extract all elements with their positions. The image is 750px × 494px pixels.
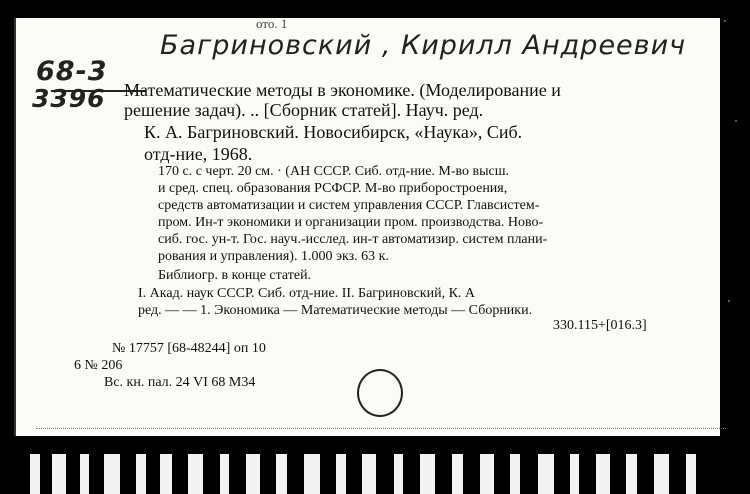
bibliography-note: Библиогр. в конце статей. <box>158 268 312 283</box>
handwritten-author-name: Багриновский , Кирилл Андреевич <box>160 30 687 61</box>
order-number: № 17757 [68-48244] оп 10 <box>112 341 266 356</box>
description-line: 170 с. с черт. 20 см. · (АН СССР. Сиб. отд-ние. М-во высш. <box>158 164 510 179</box>
catalog-card <box>14 18 720 436</box>
card-bottom-dotted-line <box>36 428 726 429</box>
print-info: Вс. кн. пал. 24 VI 68 М34 <box>104 375 256 390</box>
description-line: и сред. спец. образования РСФСР. М-во приборостроения, <box>158 181 508 196</box>
title-line: К. А. Багриновский. Новосибирск, «Наука», Сиб. <box>144 122 523 142</box>
description-line: средств автоматизации и систем управления СССР. Главсистем- <box>158 198 540 213</box>
description-line: сиб. гос. ун-т. Гос. науч.-исслед. ин-т автоматизир. систем плани- <box>158 232 548 247</box>
title-line: отд-ние, 1968. <box>144 144 253 164</box>
handwritten-circle-mark <box>357 369 403 417</box>
shelf-mark: 68-3 <box>36 56 108 87</box>
copy-number: 6 № 206 <box>74 358 123 373</box>
classification-index: 330.115+[016.3] <box>553 318 647 333</box>
title-line: Математические методы в экономике. (Моделирование и <box>124 80 561 100</box>
inventory-number: 3396 <box>32 84 106 113</box>
scanner-edge-strip <box>0 436 750 494</box>
tracing-line: I. Акад. наук СССР. Сиб. отд-ние. II. Багриновский, К. А <box>138 286 476 301</box>
stamp-top: ото. 1 <box>256 16 288 31</box>
description-line: пром. Ин-т экономики и организации пром. производства. Ново- <box>158 215 544 230</box>
tracing-line: ред. — — 1. Экономика — Математические методы — Сборники. <box>138 303 533 318</box>
title-line: решение задач). .. [Сборник статей]. Науч. ред. <box>124 100 484 120</box>
description-line: рования и управления). 1.000 экз. 63 к. <box>158 249 389 264</box>
